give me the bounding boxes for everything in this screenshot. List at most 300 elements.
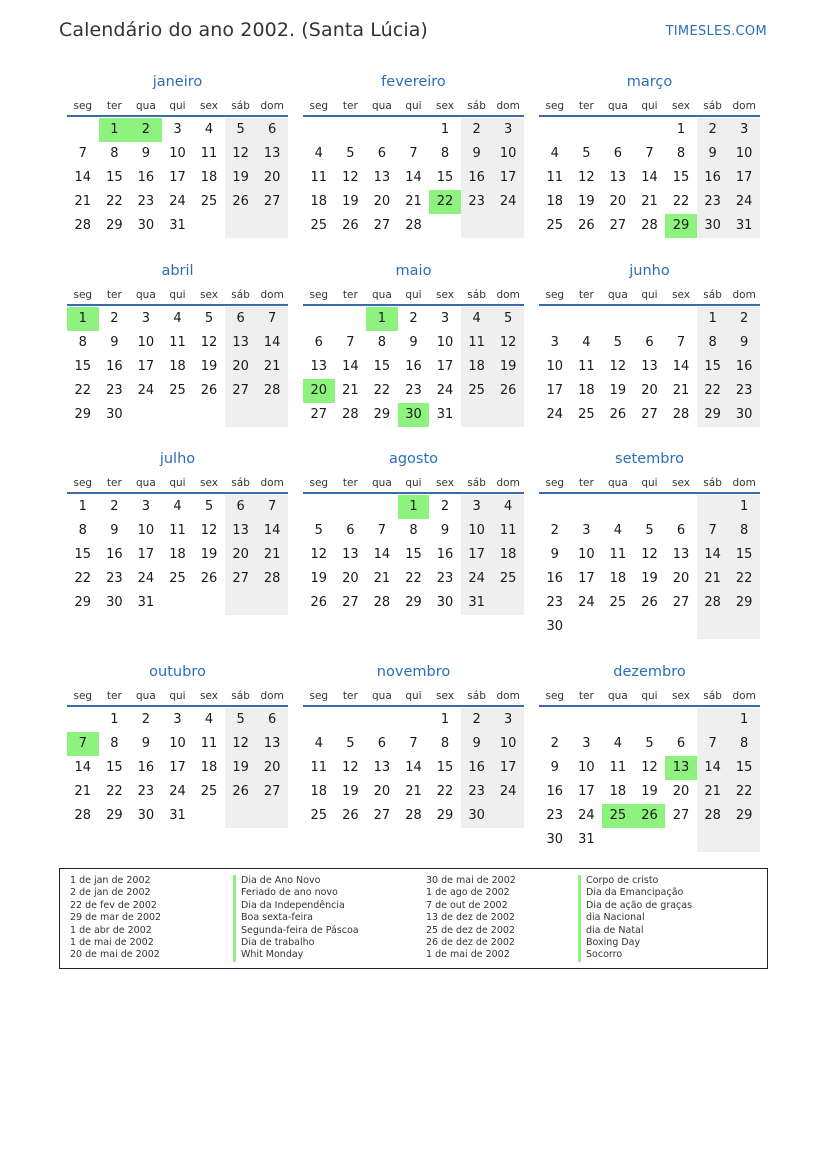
- day-grid: [303, 495, 524, 615]
- empty-cell: [461, 214, 493, 238]
- day-cell: 1: [110, 712, 119, 727]
- day-cell: 7: [697, 519, 729, 543]
- day-cell: 25: [310, 218, 328, 233]
- day-cell: 21: [256, 355, 288, 379]
- legend-holiday-name: Segunda-feira de Páscoa: [233, 925, 359, 937]
- weekday-label: qui: [405, 100, 422, 112]
- day-cell: 13: [641, 359, 658, 374]
- day-cell: 15: [106, 760, 123, 775]
- day-cell: 12: [492, 331, 524, 355]
- weekday-label: qua: [136, 100, 156, 112]
- empty-cell: [256, 804, 288, 828]
- day-cell: 23: [106, 383, 123, 398]
- day-cell: 6: [314, 335, 323, 350]
- empty-cell: [193, 403, 225, 427]
- day-cell: 16: [405, 359, 422, 374]
- day-cell: 8: [697, 331, 729, 355]
- weekday-label: sáb: [467, 289, 486, 301]
- legend-right-dates: [426, 875, 516, 962]
- day-cell: 10: [137, 335, 155, 350]
- empty-cell: [602, 495, 634, 519]
- day-cell: 11: [492, 519, 524, 543]
- weekday-label: sáb: [703, 100, 722, 112]
- weekday-label: dom: [732, 477, 756, 489]
- day-cell: 27: [373, 218, 391, 233]
- day-cell: 25: [546, 218, 564, 233]
- day-cell: 19: [578, 194, 595, 209]
- day-cell: 7: [676, 335, 686, 350]
- weekday-label: qui: [641, 690, 658, 702]
- day-cell: 17: [578, 571, 595, 586]
- day-cell: 13: [373, 170, 391, 185]
- day-cell: 18: [200, 170, 218, 185]
- day-cell: 30: [546, 619, 564, 634]
- day-cell: 12: [225, 732, 257, 756]
- day-cell: 18: [200, 760, 218, 775]
- month-junho: [539, 259, 760, 427]
- weekday-header: [539, 284, 760, 306]
- holiday-day-cell: 2: [130, 118, 162, 142]
- month-julho: [67, 447, 288, 615]
- day-cell: 23: [461, 780, 493, 804]
- weekday-label: qua: [136, 289, 156, 301]
- legend-holiday-name: Dia da Emancipação: [578, 887, 692, 899]
- weekday-label: ter: [106, 100, 122, 112]
- day-cell: 27: [256, 780, 288, 804]
- day-cell: 19: [641, 571, 658, 586]
- weekday-label: sáb: [467, 690, 486, 702]
- legend-holiday-name: Feriado de ano novo: [233, 887, 359, 899]
- empty-cell: [67, 118, 99, 142]
- day-cell: 11: [461, 331, 493, 355]
- day-cell: 22: [405, 571, 422, 586]
- day-cell: 30: [137, 808, 155, 823]
- day-cell: 4: [173, 311, 182, 326]
- legend-holiday-date: 2 de jan de 2002: [70, 887, 151, 899]
- empty-cell: [225, 591, 257, 615]
- day-cell: 10: [169, 146, 186, 161]
- day-cell: 2: [141, 712, 151, 727]
- day-cell: 8: [440, 146, 450, 161]
- weekday-label: ter: [106, 289, 122, 301]
- day-cell: 26: [342, 218, 359, 233]
- day-cell: 17: [137, 547, 155, 562]
- day-cell: 26: [200, 383, 218, 398]
- weekday-label: qui: [405, 289, 422, 301]
- day-cell: 31: [137, 595, 155, 610]
- day-cell: 22: [728, 780, 760, 804]
- empty-cell: [366, 118, 398, 142]
- day-cell: 10: [728, 142, 760, 166]
- day-cell: 17: [137, 359, 155, 374]
- day-cell: 22: [728, 567, 760, 591]
- day-cell: 13: [609, 170, 627, 185]
- weekday-label: sex: [436, 100, 455, 112]
- weekday-label: sáb: [703, 289, 722, 301]
- empty-cell: [256, 214, 288, 238]
- day-cell: 15: [672, 170, 690, 185]
- weekday-label: ter: [578, 100, 594, 112]
- day-cell: 9: [440, 523, 450, 538]
- legend-holiday-name: Dia de trabalho: [233, 937, 359, 949]
- day-cell: 14: [342, 359, 359, 374]
- day-cell: 9: [110, 523, 119, 538]
- empty-cell: [539, 708, 571, 732]
- weekday-label: sex: [200, 690, 219, 702]
- day-cell: 19: [342, 784, 359, 799]
- day-cell: 16: [137, 760, 155, 775]
- weekday-label: seg: [309, 477, 329, 489]
- day-cell: 26: [641, 595, 658, 610]
- weekday-label: sex: [436, 477, 455, 489]
- day-cell: 21: [405, 784, 422, 799]
- empty-cell: [492, 804, 524, 828]
- day-cell: 28: [641, 218, 658, 233]
- legend-holiday-name: Boa sexta-feira: [233, 912, 359, 924]
- weekday-label: sex: [200, 477, 219, 489]
- day-grid: [539, 307, 760, 427]
- day-cell: 8: [728, 732, 760, 756]
- day-cell: 8: [110, 736, 119, 751]
- day-cell: 24: [492, 190, 524, 214]
- month-abril: [67, 259, 288, 427]
- empty-cell: [539, 307, 571, 331]
- legend-right-names: [578, 875, 692, 962]
- day-cell: 14: [405, 170, 422, 185]
- holiday-day-cell: 13: [665, 756, 697, 780]
- legend-holiday-date: 1 de mai de 2002: [70, 936, 154, 948]
- day-cell: 26: [200, 571, 218, 586]
- month-name: dezembro: [613, 664, 686, 680]
- day-cell: 29: [405, 595, 422, 610]
- legend-holiday-name: Dia da Independência: [233, 900, 359, 912]
- day-cell: 2: [550, 523, 559, 538]
- day-cell: 15: [106, 170, 123, 185]
- holiday-day-cell: 25: [602, 804, 634, 828]
- day-cell: 18: [310, 194, 328, 209]
- day-cell: 2: [440, 499, 450, 514]
- day-cell: 31: [578, 832, 595, 847]
- day-cell: 19: [641, 784, 658, 799]
- day-cell: 8: [440, 736, 450, 751]
- day-cell: 31: [728, 214, 760, 238]
- day-cell: 1: [728, 495, 760, 519]
- month-setembro: [539, 447, 760, 639]
- day-cell: 3: [141, 499, 151, 514]
- day-cell: 4: [492, 495, 524, 519]
- day-cell: 19: [225, 756, 257, 780]
- weekday-label: ter: [106, 690, 122, 702]
- day-cell: 22: [74, 571, 92, 586]
- day-cell: 18: [546, 194, 564, 209]
- weekday-label: ter: [578, 289, 594, 301]
- day-cell: 20: [672, 784, 690, 799]
- weekday-label: seg: [73, 289, 93, 301]
- day-cell: 29: [106, 808, 123, 823]
- holiday-day-cell: 1: [99, 118, 131, 142]
- empty-cell: [571, 118, 603, 142]
- day-cell: 23: [697, 190, 729, 214]
- empty-cell: [602, 118, 634, 142]
- day-cell: 21: [373, 571, 391, 586]
- holiday-day-cell: 20: [303, 379, 335, 403]
- month-maio: [303, 259, 524, 427]
- day-cell: 18: [169, 547, 186, 562]
- day-cell: 15: [697, 355, 729, 379]
- day-cell: 15: [436, 760, 454, 775]
- day-cell: 28: [74, 218, 92, 233]
- day-cell: 27: [256, 190, 288, 214]
- weekday-label: sáb: [231, 100, 250, 112]
- weekday-label: sex: [436, 690, 455, 702]
- day-cell: 4: [550, 146, 559, 161]
- weekday-header: [303, 472, 524, 494]
- weekday-label: seg: [545, 289, 565, 301]
- empty-cell: [665, 708, 697, 732]
- holiday-day-cell: 1: [398, 495, 430, 519]
- day-cell: 6: [377, 146, 387, 161]
- day-cell: 13: [225, 331, 257, 355]
- empty-cell: [728, 615, 760, 639]
- empty-cell: [634, 495, 666, 519]
- legend-left-dates: [70, 875, 161, 962]
- holiday-day-cell: 26: [634, 804, 666, 828]
- page-title: Calendário do ano 2002. (Santa Lúcia): [59, 19, 428, 41]
- weekday-header: [539, 472, 760, 494]
- month-name: abril: [161, 263, 194, 279]
- day-cell: 16: [436, 547, 454, 562]
- day-cell: 5: [645, 736, 654, 751]
- empty-cell: [634, 615, 666, 639]
- weekday-label: ter: [342, 289, 358, 301]
- day-cell: 19: [200, 547, 218, 562]
- month-janeiro: [67, 70, 288, 238]
- empty-cell: [303, 495, 335, 519]
- weekday-label: seg: [73, 690, 93, 702]
- weekday-header: [539, 685, 760, 707]
- day-cell: 20: [342, 571, 359, 586]
- day-cell: 23: [137, 194, 155, 209]
- weekday-label: dom: [260, 100, 284, 112]
- empty-cell: [665, 495, 697, 519]
- day-cell: 31: [169, 218, 186, 233]
- month-março: [539, 70, 760, 238]
- day-cell: 4: [314, 146, 323, 161]
- weekday-label: ter: [342, 690, 358, 702]
- day-cell: 8: [377, 335, 387, 350]
- day-cell: 24: [728, 190, 760, 214]
- day-cell: 17: [546, 383, 564, 398]
- day-cell: 18: [169, 359, 186, 374]
- day-cell: 7: [409, 146, 418, 161]
- day-cell: 26: [492, 379, 524, 403]
- day-cell: 6: [256, 708, 288, 732]
- day-cell: 11: [578, 359, 595, 374]
- day-cell: 29: [74, 407, 92, 422]
- day-cell: 1: [440, 122, 450, 137]
- day-cell: 16: [461, 756, 493, 780]
- empty-cell: [539, 495, 571, 519]
- day-cell: 9: [550, 760, 559, 775]
- empty-cell: [665, 828, 697, 852]
- day-cell: 25: [492, 567, 524, 591]
- day-cell: 25: [310, 808, 328, 823]
- month-fevereiro: [303, 70, 524, 238]
- legend-holiday-date: 13 de dez de 2002: [426, 912, 515, 924]
- weekday-label: ter: [578, 477, 594, 489]
- day-cell: 26: [578, 218, 595, 233]
- holiday-legend: [59, 868, 768, 969]
- weekday-label: qui: [169, 289, 186, 301]
- day-cell: 1: [728, 708, 760, 732]
- month-name: agosto: [388, 451, 439, 467]
- day-cell: 16: [728, 355, 760, 379]
- weekday-label: dom: [732, 690, 756, 702]
- day-cell: 23: [728, 379, 760, 403]
- day-cell: 25: [200, 194, 218, 209]
- day-cell: 18: [609, 571, 627, 586]
- day-cell: 24: [137, 571, 155, 586]
- weekday-label: qui: [169, 100, 186, 112]
- day-cell: 3: [173, 712, 182, 727]
- day-cell: 10: [578, 760, 595, 775]
- empty-cell: [492, 214, 524, 238]
- day-cell: 27: [225, 379, 257, 403]
- day-cell: 29: [106, 218, 123, 233]
- month-name: setembro: [615, 451, 684, 467]
- day-cell: 20: [672, 571, 690, 586]
- day-cell: 14: [256, 331, 288, 355]
- empty-cell: [335, 708, 367, 732]
- empty-cell: [728, 828, 760, 852]
- day-cell: 4: [582, 335, 591, 350]
- empty-cell: [335, 307, 367, 331]
- holiday-day-cell: 22: [429, 190, 461, 214]
- weekday-label: qua: [372, 690, 392, 702]
- weekday-label: qui: [405, 690, 422, 702]
- weekday-label: seg: [545, 690, 565, 702]
- weekday-label: dom: [496, 690, 520, 702]
- day-cell: 15: [74, 547, 92, 562]
- day-cell: 12: [641, 547, 658, 562]
- day-cell: 12: [342, 170, 359, 185]
- day-cell: 13: [672, 547, 690, 562]
- day-cell: 14: [373, 547, 391, 562]
- day-cell: 25: [200, 784, 218, 799]
- day-cell: 20: [373, 784, 391, 799]
- weekday-label: sáb: [703, 690, 722, 702]
- day-cell: 28: [697, 591, 729, 615]
- weekday-label: seg: [545, 100, 565, 112]
- weekday-label: qua: [608, 690, 628, 702]
- empty-cell: [366, 495, 398, 519]
- legend-holiday-date: 1 de abr de 2002: [70, 924, 152, 936]
- day-cell: 2: [409, 311, 418, 326]
- day-cell: 9: [409, 335, 418, 350]
- day-cell: 8: [78, 335, 87, 350]
- weekday-label: sáb: [467, 477, 486, 489]
- day-cell: 14: [405, 760, 422, 775]
- weekday-label: sáb: [703, 477, 722, 489]
- day-cell: 1: [676, 122, 686, 137]
- legend-holiday-name: dia de Natal: [578, 925, 692, 937]
- empty-cell: [429, 214, 461, 238]
- legend-holiday-name: Boxing Day: [578, 937, 692, 949]
- day-cell: 22: [373, 383, 391, 398]
- day-cell: 5: [346, 146, 355, 161]
- day-cell: 28: [405, 808, 422, 823]
- day-cell: 14: [641, 170, 658, 185]
- empty-cell: [571, 615, 603, 639]
- day-cell: 23: [461, 190, 493, 214]
- day-cell: 3: [728, 118, 760, 142]
- month-name: novembro: [376, 664, 451, 680]
- day-cell: 26: [342, 808, 359, 823]
- weekday-label: ter: [578, 690, 594, 702]
- empty-cell: [225, 403, 257, 427]
- weekday-label: dom: [732, 100, 756, 112]
- day-cell: 7: [346, 335, 355, 350]
- weekday-label: dom: [732, 289, 756, 301]
- month-name: maio: [395, 263, 432, 279]
- day-cell: 25: [578, 407, 595, 422]
- weekday-label: qui: [641, 477, 658, 489]
- weekday-label: sex: [672, 690, 691, 702]
- day-cell: 8: [110, 146, 119, 161]
- day-cell: 20: [641, 383, 658, 398]
- day-grid: [67, 118, 288, 238]
- weekday-label: qua: [608, 289, 628, 301]
- day-cell: 28: [74, 808, 92, 823]
- brand-link[interactable]: TIMESLES.COM: [665, 24, 767, 39]
- day-cell: 11: [609, 547, 627, 562]
- day-cell: 20: [256, 756, 288, 780]
- day-cell: 23: [106, 571, 123, 586]
- day-cell: 8: [409, 523, 418, 538]
- empty-cell: [130, 403, 162, 427]
- day-cell: 26: [609, 407, 627, 422]
- weekday-label: qua: [372, 289, 392, 301]
- day-cell: 25: [169, 383, 186, 398]
- day-cell: 4: [173, 499, 182, 514]
- legend-holiday-date: 1 de ago de 2002: [426, 887, 510, 899]
- day-cell: 19: [310, 571, 328, 586]
- empty-cell: [461, 403, 493, 427]
- day-cell: 23: [546, 595, 564, 610]
- weekday-label: sex: [200, 289, 219, 301]
- day-cell: 11: [310, 760, 328, 775]
- legend-holiday-date: 1 de jan de 2002: [70, 875, 151, 886]
- day-cell: 3: [492, 118, 524, 142]
- month-name: março: [626, 74, 673, 90]
- day-cell: 28: [373, 595, 391, 610]
- day-cell: 7: [409, 736, 418, 751]
- day-cell: 11: [169, 335, 186, 350]
- day-cell: 9: [550, 547, 559, 562]
- weekday-label: sex: [200, 100, 219, 112]
- day-cell: 17: [492, 166, 524, 190]
- weekday-label: dom: [496, 289, 520, 301]
- day-cell: 27: [225, 567, 257, 591]
- day-cell: 6: [613, 146, 623, 161]
- day-cell: 17: [492, 756, 524, 780]
- day-cell: 6: [256, 118, 288, 142]
- day-cell: 22: [74, 383, 92, 398]
- day-cell: 18: [609, 784, 627, 799]
- legend-holiday-name: Whit Monday: [233, 949, 359, 961]
- day-cell: 22: [436, 784, 454, 799]
- day-cell: 5: [346, 736, 355, 751]
